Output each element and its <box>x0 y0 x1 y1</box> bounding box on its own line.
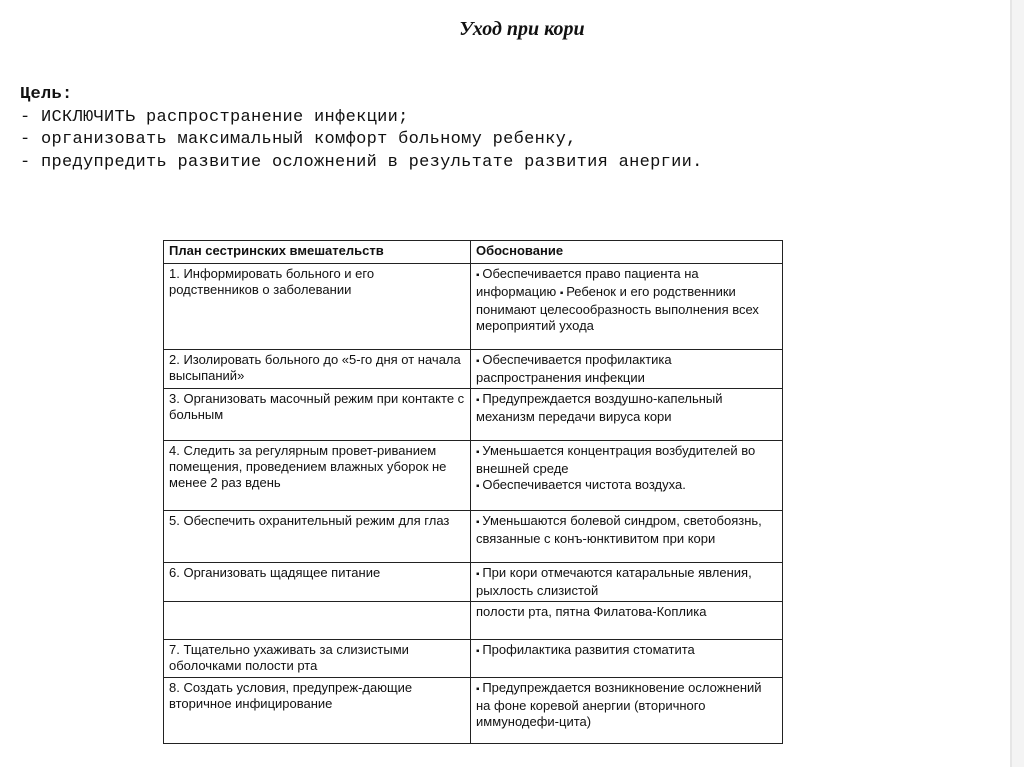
goal-item: - организовать максимальный комфорт больному ребенку, <box>20 129 703 152</box>
reason-bullet: ▪ Профилактика развития стоматита <box>476 642 695 657</box>
plan-cell: 4. Следить за регулярным провет-риванием помещения, проведением влажных уборок не менее 2 раз вдень <box>164 441 471 511</box>
plan-cell: 7. Тщательно ухаживать за слизистыми оболочками полости рта <box>164 640 471 678</box>
reason-cell <box>471 511 783 563</box>
table-row <box>164 264 783 350</box>
table-row <box>164 640 783 678</box>
table-row <box>164 563 783 602</box>
reason-bullet: ▪ При кори отмечаются катаральные явления, рыхлость слизистой <box>476 565 752 598</box>
plan-cell: 2. Изолировать больного до «5-го дня от начала высыпаний» <box>164 350 471 389</box>
slide-edge-shade <box>1012 0 1024 767</box>
reason-bullet: ▪ Уменьшаются болевой синдром, светобоязнь, связанные с конъ-юнктивитом при кори <box>476 513 762 546</box>
reason-bullet: ▪ Уменьшается концентрация возбудителей во внешней среде <box>476 443 777 477</box>
care-plan-table <box>163 240 783 744</box>
table-row <box>164 350 783 389</box>
plan-cell: 6. Организовать щадящее питание <box>164 563 471 602</box>
page-title: Уход при кори <box>459 18 585 40</box>
plan-cell: 3. Организовать масочный режим при контакте с больным <box>164 389 471 441</box>
goal-label: Цель: <box>20 85 73 104</box>
reason-cell <box>471 389 783 441</box>
plan-cell: 5. Обеспечить охранительный режим для глаз <box>164 511 471 563</box>
reason-cell <box>471 264 783 350</box>
reason-bullet: ▪ Предупреждается возникновение осложнений на фоне коревой анергии (вторичного иммунодефи-цита) <box>476 680 762 729</box>
plan-cell: 8. Создать условия, предупреж-дающие вторичное инфицирование <box>164 678 471 744</box>
reason-bullet: ▪ Ребенок и его родственники понимают целесообразность выполнения всех мероприятий ухода <box>476 284 759 333</box>
plan-cell: 1. Информировать больного и его родственников о заболевании <box>164 264 471 350</box>
goal-item: - предупредить развитие осложнений в результате развития анергии. <box>20 152 703 175</box>
table-row <box>164 441 783 511</box>
table-header-row <box>164 241 783 264</box>
reason-bullet: ▪ Обеспечивается право пациента на информацию <box>476 266 699 299</box>
plan-cell <box>164 602 471 640</box>
reason-cell <box>471 441 783 511</box>
reason-bullet: ▪ Предупреждается воздушно-капельный механизм передачи вируса кори <box>476 391 723 424</box>
table-row <box>164 678 783 744</box>
reason-bullet: ▪ Обеспечивается профилактика распространения инфекции <box>476 352 672 385</box>
reason-cell: полости рта, пятна Филатова-Коплика <box>471 602 783 640</box>
table-row <box>164 511 783 563</box>
goal-section <box>20 84 703 174</box>
header-plan: План сестринских вмешательств <box>164 241 471 264</box>
reason-cell <box>471 350 783 389</box>
reason-cell <box>471 640 783 678</box>
header-reason: Обоснование <box>471 241 783 264</box>
reason-cell <box>471 563 783 602</box>
goal-item: - ИСКЛЮЧИТЬ распространение инфекции; <box>20 107 703 130</box>
table-row <box>164 602 783 640</box>
reason-cell <box>471 678 783 744</box>
reason-bullet: ▪ Обеспечивается чистота воздуха. <box>476 477 777 495</box>
goal-list <box>20 107 703 175</box>
table-row <box>164 389 783 441</box>
